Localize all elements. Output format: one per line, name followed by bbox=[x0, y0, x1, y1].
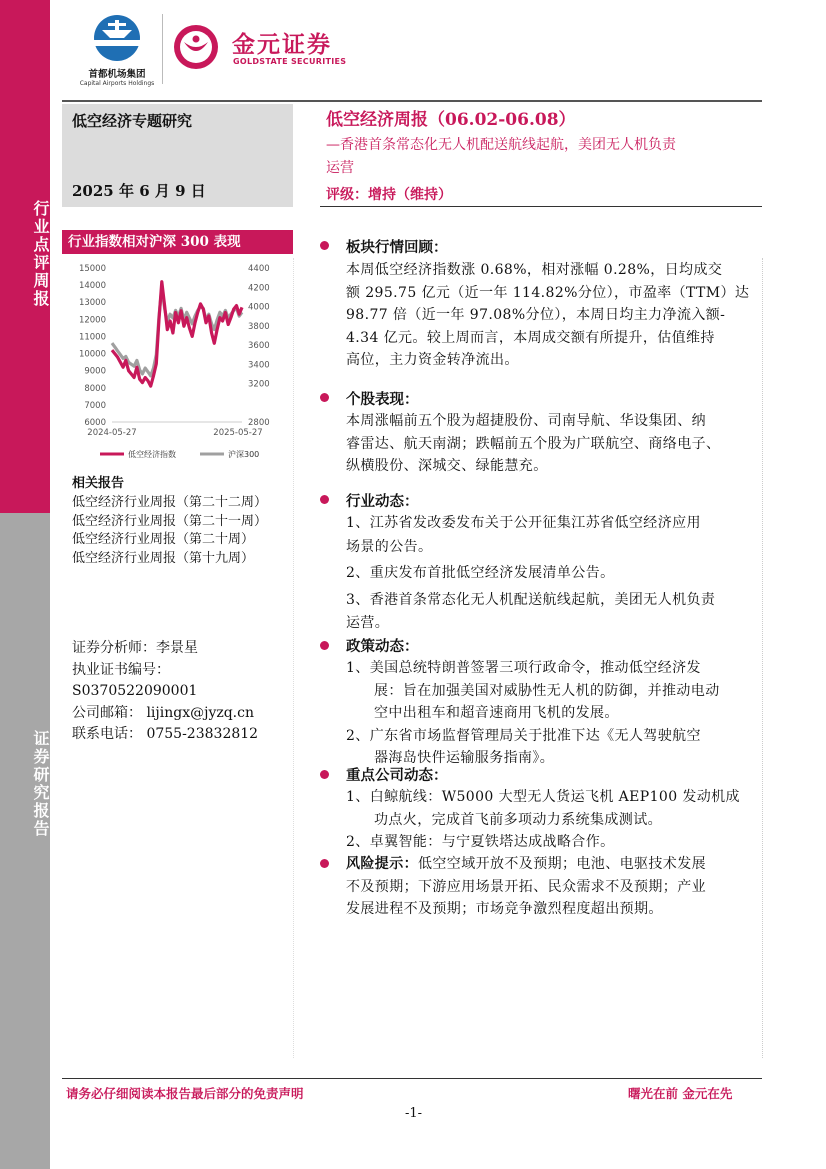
bullet-icon bbox=[320, 393, 329, 402]
section-body-stocks bbox=[346, 410, 766, 478]
report-meta-panel bbox=[62, 104, 293, 207]
y-left-tick-label: 11000 bbox=[78, 332, 106, 343]
section-body-policy bbox=[346, 657, 766, 770]
related-report-item[interactable]: 低空经济行业周报（第十九周） bbox=[72, 550, 255, 566]
goldstate-name-cn: 金元证券 bbox=[232, 32, 332, 58]
title-rule bbox=[320, 206, 762, 207]
text-line: 器海岛快件运输服务指南》。 bbox=[374, 750, 555, 766]
series-line-hs300 bbox=[112, 287, 242, 376]
goldstate-logo-icon bbox=[170, 22, 222, 72]
header-rule bbox=[62, 100, 762, 102]
text-line: 高位，主力资金转净流出。 bbox=[346, 352, 519, 368]
column-divider-left bbox=[293, 258, 294, 1058]
text-line: 额 295.75 亿元（近一年 114.82%分位），市盈率（TTM）达 bbox=[346, 284, 750, 301]
section-heading-companies: 重点公司动态： bbox=[346, 767, 448, 784]
related-reports-title: 相关报告 bbox=[72, 476, 125, 491]
text-line: 1、白鲸航线：W5000 大型无人货运飞机 AEP100 发动机成 bbox=[346, 789, 740, 805]
report-title: 低空经济周报（06.02-06.08） bbox=[326, 110, 576, 130]
text-line: 1、江苏省发改委发布关于公开征集江苏省低空经济应用 bbox=[346, 515, 701, 531]
section-heading-risks: 风险提示： bbox=[346, 856, 418, 872]
bullet-icon bbox=[320, 241, 329, 250]
analyst-info bbox=[72, 638, 292, 746]
slogan: 曙光在前 金元在先 bbox=[628, 1086, 733, 1101]
section-body-industry bbox=[346, 512, 766, 636]
text-line: 本周低空经济指数涨 0.68%，相对涨幅 0.28%，日均成交 bbox=[346, 262, 723, 278]
related-reports-list bbox=[72, 494, 292, 568]
airport-name-cn: 首都机场集团 bbox=[88, 69, 146, 80]
text-line: 空中出租车和超音速商用飞机的发展。 bbox=[374, 705, 619, 721]
related-report-item[interactable]: 低空经济行业周报（第二十二周） bbox=[72, 495, 268, 510]
page-number: -1- bbox=[405, 1106, 423, 1121]
index-comparison-chart bbox=[62, 258, 293, 468]
y-left-tick-label: 13000 bbox=[78, 298, 106, 309]
bullet-icon bbox=[320, 495, 329, 504]
y-right-tick-label: 3200 bbox=[248, 379, 270, 390]
y-left-tick-label: 10000 bbox=[78, 349, 106, 360]
airport-name-en: Capital Airports Holdings bbox=[79, 80, 155, 87]
y-right-tick-label: 4400 bbox=[248, 264, 270, 274]
text-line: 4.34 亿元。较上周而言，本周成交额有所提升，估值维持 bbox=[346, 329, 715, 346]
analyst-phone: 联系电话： 0755-23832812 bbox=[72, 726, 259, 742]
disclaimer-notice[interactable]: 请务必仔细阅读本报告最后部分的免责声明 bbox=[66, 1086, 304, 1101]
rating: 评级：增持（维持） bbox=[326, 187, 452, 203]
report-date: 2025 年 6 月 9 日 bbox=[72, 182, 206, 200]
section-body-companies bbox=[346, 786, 766, 854]
x-tick-label: 2024-05-27 bbox=[87, 428, 137, 438]
related-report-item[interactable]: 低空经济行业周报（第二十周） bbox=[72, 532, 255, 547]
analyst-name: 证券分析师：李景星 bbox=[72, 640, 198, 656]
subtitle-line: —香港首条常态化无人机配送航线起航，美团无人机负责 bbox=[326, 137, 676, 153]
bullet-icon bbox=[320, 859, 329, 868]
section-heading-stocks: 个股表现： bbox=[346, 391, 419, 408]
text-line: 3、香港首条常态化无人机配送航线起航，美团无人机负责 bbox=[346, 591, 716, 608]
subtitle-line: 运营 bbox=[326, 160, 354, 176]
text-line: 纵横股份、深城交、绿能慧充。 bbox=[346, 458, 548, 474]
section-heading-policy: 政策动态： bbox=[346, 638, 419, 655]
text-line: 发展进程不及预期；市场竞争激烈程度超出预期。 bbox=[346, 901, 663, 917]
y-right-tick-label: 4000 bbox=[248, 302, 270, 313]
y-left-tick-label: 14000 bbox=[78, 281, 106, 292]
text-line: 功点火，完成首飞前多项动力系统集成测试。 bbox=[374, 811, 662, 828]
y-left-tick-label: 12000 bbox=[78, 315, 106, 326]
sidebar-bottom-label: 证券研究报告 bbox=[31, 730, 50, 838]
text-line: 不及预期；下游应用场景开拓、民众需求不及预期；产业 bbox=[346, 878, 706, 895]
bullet-icon bbox=[320, 770, 329, 779]
airport-logo-icon bbox=[72, 14, 162, 62]
sidebar-top bbox=[0, 0, 50, 513]
x-tick-label: 2025-05-27 bbox=[213, 428, 263, 438]
text-line: 场景的公告。 bbox=[346, 538, 433, 555]
section-body-market bbox=[346, 259, 766, 372]
text-line: 2、卓翼智能：与宁夏铁塔达成战略合作。 bbox=[346, 834, 615, 850]
chart-banner: 行业指数相对沪深 300 表现 bbox=[62, 230, 293, 254]
legend-label-lowalt: 低空经济指数 bbox=[128, 450, 176, 459]
goldstate-logo bbox=[170, 22, 370, 72]
section-heading-market: 板块行情回顾： bbox=[346, 239, 448, 256]
report-category: 低空经济专题研究 bbox=[72, 112, 193, 130]
y-left-tick-label: 9000 bbox=[84, 366, 106, 377]
y-right-tick-label: 4200 bbox=[248, 283, 270, 294]
text-line: 1、美国总统特朗普签署三项行政命令，推动低空经济发 bbox=[346, 660, 701, 676]
text-line: 2、广东省市场监督管理局关于批准下达《无人驾驶航空 bbox=[346, 727, 701, 744]
text-line: 本周涨幅前五个股为超捷股份、司南导航、华设集团、纳 bbox=[346, 413, 706, 429]
text-line: 低空空域开放不及预期；电池、电驱技术发展 bbox=[418, 856, 706, 872]
section-body-risks bbox=[346, 853, 766, 921]
y-right-tick-label: 3800 bbox=[248, 321, 270, 332]
y-right-tick-label: 2800 bbox=[248, 418, 270, 428]
related-report-item[interactable]: 低空经济行业周报（第二十一周） bbox=[72, 513, 268, 529]
airport-logo bbox=[72, 14, 162, 87]
y-left-tick-label: 8000 bbox=[84, 383, 106, 394]
goldstate-name-en: GOLDSTATE SECURITIES bbox=[233, 57, 347, 66]
logo-divider bbox=[162, 14, 163, 84]
text-line bbox=[346, 853, 766, 876]
sidebar-bottom bbox=[0, 513, 50, 1169]
y-left-tick-label: 6000 bbox=[84, 418, 106, 428]
text-line: 展：旨在加强美国对威胁性无人机的防御，并推动电动 bbox=[374, 682, 720, 699]
text-line: 运营。 bbox=[346, 615, 390, 631]
y-right-tick-label: 3600 bbox=[248, 341, 270, 351]
sidebar-top-label: 行业点评周报 bbox=[31, 200, 50, 308]
series-line-lowalt bbox=[112, 282, 242, 386]
footer-rule bbox=[62, 1078, 762, 1079]
text-line: 睿雷达、航天南湖；跌幅前五个股为广联航空、商络电子、 bbox=[346, 435, 721, 452]
section-heading-industry: 行业动态： bbox=[346, 493, 419, 510]
y-left-tick-label: 15000 bbox=[78, 264, 106, 274]
cert-number: S0370522090001 bbox=[72, 683, 198, 699]
bullet-icon bbox=[320, 641, 329, 650]
text-line: 2、重庆发布首批低空经济发展清单公告。 bbox=[346, 565, 615, 581]
report-subtitle bbox=[326, 134, 766, 180]
cert-label: 执业证书编号： bbox=[72, 661, 170, 678]
y-right-tick-label: 3400 bbox=[248, 360, 270, 371]
y-left-tick-label: 7000 bbox=[84, 400, 106, 411]
text-line: 98.77 倍（近一年 97.08%分位），本周日均主力净流入额- bbox=[346, 307, 726, 323]
analyst-email[interactable]: 公司邮箱： lijingx@jyzq.cn bbox=[72, 704, 254, 721]
legend-label-hs300: 沪深300 bbox=[228, 450, 260, 459]
